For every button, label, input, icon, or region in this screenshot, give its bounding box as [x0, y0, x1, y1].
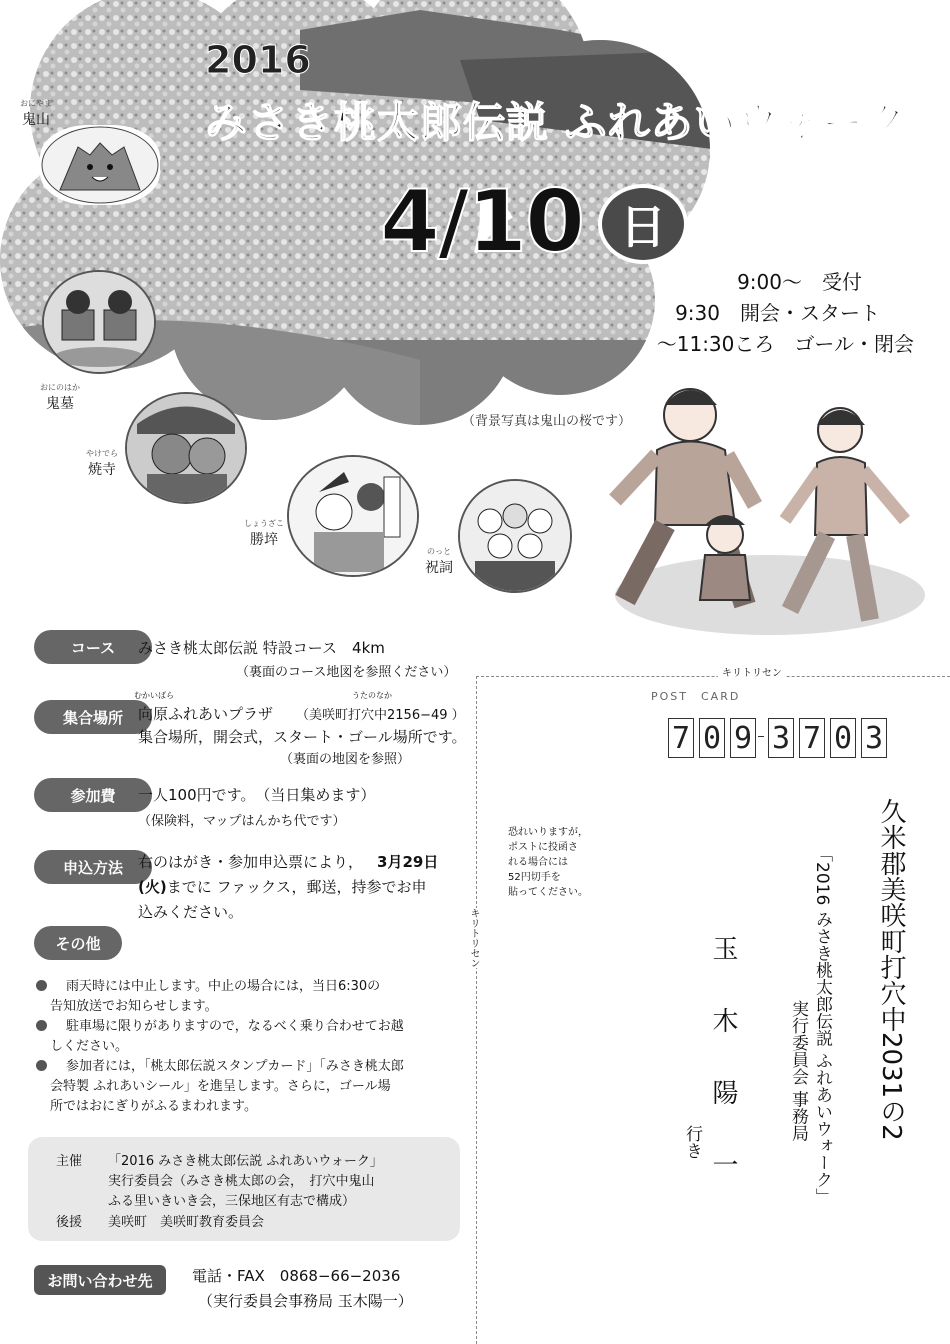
stamp-note-line-2: ポストに投函さ — [508, 842, 578, 853]
zip-separator — [758, 736, 764, 737]
mountain-icon — [40, 125, 160, 205]
spot-label-onibaka: おにのはか 鬼墓 — [40, 383, 80, 412]
notto-illustration — [458, 479, 572, 593]
spot-label-shouzako: しょうざこ 勝埣 — [244, 519, 284, 548]
zip-digit: 7 — [799, 718, 825, 758]
other-item-2-line-2: しください。 — [50, 1039, 129, 1054]
schedule-start: 9:30 開会・スタート — [675, 301, 880, 325]
cut-label-vertical: キリトリセン — [468, 908, 479, 968]
host-line-3: ふる里いきいき会，三保地区有志で構成） — [108, 1194, 356, 1209]
apply-line-1: 右のはがき・参加申込票により， 3月29日 — [138, 853, 439, 871]
shouzako-illustration — [287, 455, 419, 577]
cut-line-horizontal — [476, 676, 950, 677]
contact-label: お問い合わせ先 — [34, 1265, 166, 1295]
host-line-1: 「2016 みさき桃太郎伝説 ふれあいウォーク」 — [108, 1154, 383, 1169]
course-label: コース — [34, 630, 152, 664]
demon-icon — [127, 394, 245, 502]
event-title: みさき桃太郎伝説 ふれあいウォーク — [205, 98, 907, 147]
post-card-label: POST CARD — [651, 690, 741, 703]
other-item-2-line-1: 駐車場に限りがありますので，なるべく乗り合わせてお越 — [66, 1019, 404, 1034]
crowd-icon — [460, 481, 570, 591]
recipient-org-line-1: 「2016 みさき桃太郎伝説 ふれあいウォーク」 — [812, 845, 832, 1206]
place-address: （美咲町打穴中2156−49 ） — [296, 708, 465, 723]
schedule-goal: 〜11:30ころ ゴール・閉会 — [656, 332, 914, 356]
support-text: 美咲町 美咲町教育委員会 — [108, 1215, 265, 1230]
place-label: 集合場所 — [34, 700, 152, 734]
place-note: （裏面の地図を参照） — [280, 752, 411, 767]
apply-line-2: (火)までに ファックス，郵送，持参でお申 — [138, 878, 427, 896]
other-item-3-line-2: 会特製 ふれあいシール」を進呈します。さらに，ゴール場 — [50, 1079, 391, 1094]
spot-label-oniyama: おにやま 鬼山 — [20, 99, 52, 128]
recipient-name: 玉 木 陽 一 — [708, 935, 738, 1187]
host-label: 主催 — [56, 1154, 83, 1169]
bullet-icon — [36, 1020, 47, 1031]
contact-phone: 電話・FAX 0868−66−2036 — [192, 1267, 401, 1285]
zip-digit: 0 — [830, 718, 856, 758]
zip-digit: 7 — [668, 718, 694, 758]
bullet-icon — [36, 980, 47, 991]
fee-label: 参加費 — [34, 778, 152, 812]
zip-digit: 0 — [699, 718, 725, 758]
contact-name: （実行委員会事務局 玉木陽一） — [198, 1292, 413, 1310]
warrior-icon — [289, 457, 417, 575]
support-label: 後援 — [56, 1215, 83, 1230]
schedule-reception: 9:00〜 受付 — [737, 270, 862, 294]
zip-digit: 9 — [730, 718, 756, 758]
onibaka-illustration — [42, 270, 156, 374]
stamp-note-line-3: れる場合には — [508, 857, 568, 868]
recipient-address: 久米郡美咲町打穴中2031の2 — [876, 798, 906, 1141]
host-line-2: 実行委員会（みさき桃太郎の会， 打穴中鬼山 — [108, 1174, 375, 1189]
place-name: 向原ふれあいプラザ — [138, 705, 274, 723]
fee-note: （保険料，マップはんかち代です） — [138, 814, 346, 829]
cut-line-vertical — [476, 676, 477, 1344]
place-ruby-utanonaka: うたのなか — [352, 691, 392, 700]
place-text: 集合場所，開会式，スタート・ゴール場所です。 — [138, 728, 467, 746]
course-text: みさき桃太郎伝説 特設コース 4km — [138, 639, 385, 657]
other-label: その他 — [34, 926, 122, 960]
event-year: 2016 — [205, 38, 311, 82]
apply-line-3: 込みください。 — [138, 903, 244, 921]
photo-note: （背景写真は鬼山の桜です） — [462, 414, 632, 429]
zip-digit: 3 — [768, 718, 794, 758]
recipient-suffix: 行き — [682, 1125, 702, 1159]
other-item-1-line-2: 告知放送でお知らせします。 — [50, 999, 218, 1014]
other-item-3-line-3: 所ではおにぎりがふるまわれます。 — [50, 1099, 257, 1114]
grave-icon — [44, 272, 154, 372]
stamp-note-line-4: 52円切手を — [508, 872, 561, 883]
yakedera-illustration — [125, 392, 247, 504]
spot-label-notto: のっと 祝詞 — [425, 547, 453, 576]
zip-digit: 3 — [861, 718, 887, 758]
weekday-badge: 日 — [598, 184, 688, 264]
bullet-icon — [36, 1060, 47, 1071]
apply-label: 申込方法 — [34, 850, 152, 884]
walking-family-illustration — [605, 375, 925, 640]
course-note: （裏面のコース地図を参照ください） — [236, 665, 457, 680]
fee-text: 一人100円です。 （当日集めます） — [138, 786, 376, 804]
cut-label-horizontal: キリトリセン — [718, 664, 786, 679]
stamp-note-line-5: 貼ってください。 — [508, 887, 588, 898]
other-item-1-line-1: 雨天時には中止します。中止の場合には，当日6:30の — [66, 979, 381, 994]
stamp-note-line-1: 恐れいりますが， — [508, 827, 588, 838]
event-date: 4/10 — [380, 172, 583, 272]
recipient-org-line-2: 実行委員会 事務局 — [788, 1000, 808, 1142]
other-item-3-line-1: 参加者には，「桃太郎伝説スタンプカード」「みさき桃太郎 — [66, 1059, 404, 1074]
place-ruby-mukaibara: むかいばら — [134, 691, 174, 700]
oniyama-illustration — [40, 125, 160, 205]
spot-label-yakedera: やけでら 焼寺 — [86, 449, 118, 478]
